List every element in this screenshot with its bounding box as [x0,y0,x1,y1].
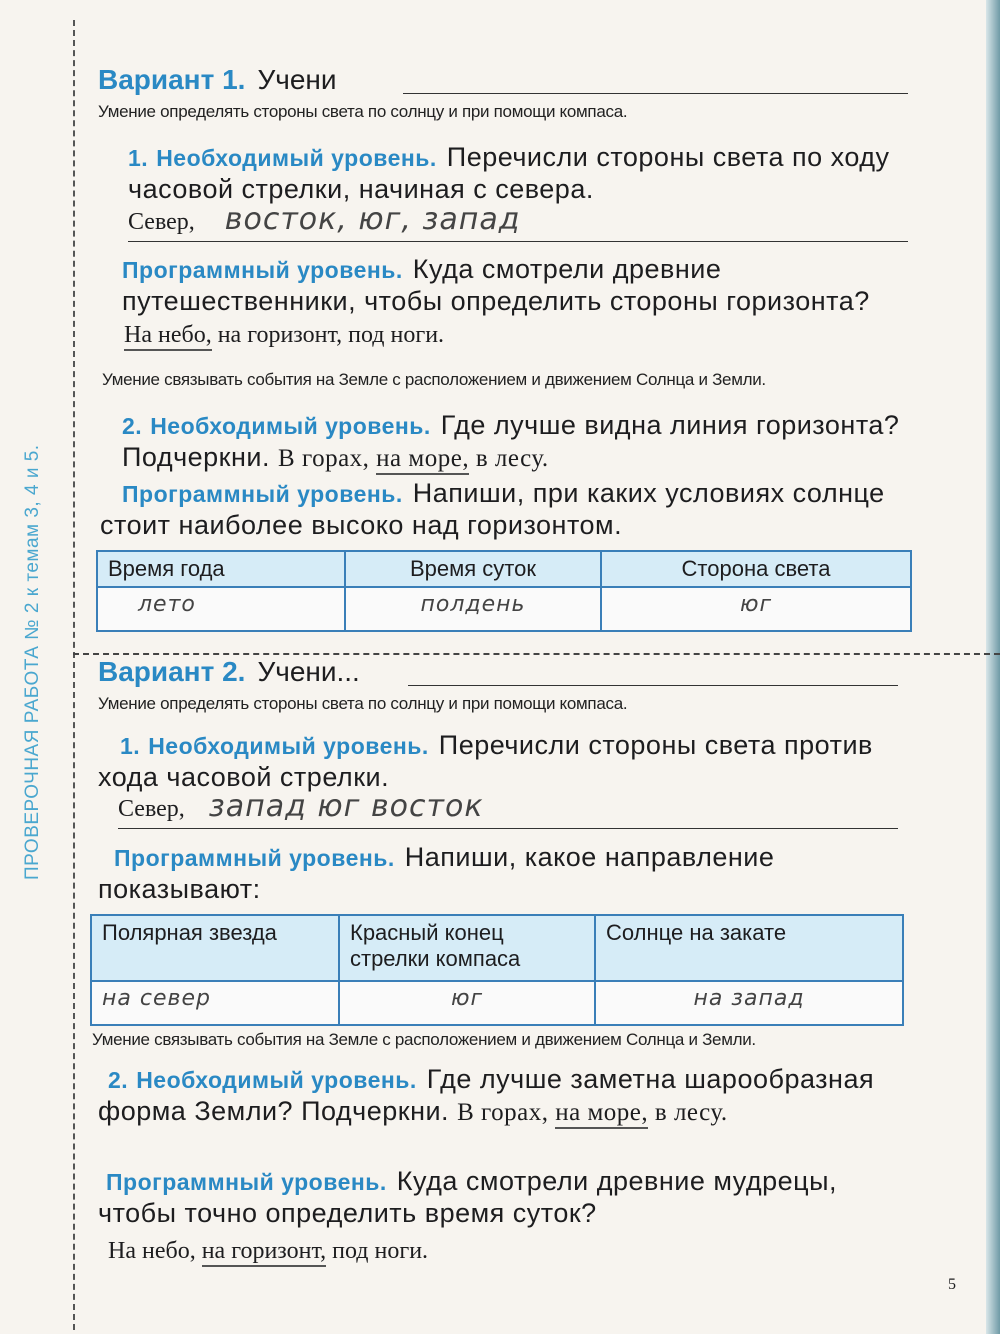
table-header-cell: Сторона света [601,551,911,587]
option[interactable]: В горах, [278,445,370,472]
table-row [97,587,911,631]
table-answer-cell[interactable]: полдень [345,587,601,631]
variant2-skill1: Умение определять стороны света по солнцу и при помощи компаса. [98,694,628,713]
option-underlined[interactable]: На небо, [124,322,212,351]
variant2-task1 [98,730,910,793]
variant2-skill2: Умение связывать события на Земле с расположением и движением Солнца и Земли. [92,1030,756,1049]
variant1-task2-program [100,478,912,541]
table-row [91,981,903,1025]
side-label: ПРОВЕРОЧНАЯ РАБОТА № 2 к темам 3, 4 и 5. [22,444,43,880]
variant2-task2-program [98,1166,910,1229]
table-header-cell: Красный конец стрелки компаса [339,915,595,981]
page-edge [986,0,1000,1334]
variant1-task1-options [124,320,944,350]
options [278,445,549,475]
option-underlined[interactable]: на море, [555,1099,648,1129]
option[interactable]: На небо, [108,1238,196,1264]
level-label: Необходимый уровень. [136,1067,417,1093]
task-text: Где лучше видна линия горизонта? Подчеркни. [122,410,900,472]
table-header-row [97,551,911,587]
task-text: Напиши, при каких условиях солнце стоит наиболее высоко над горизонтом. [100,478,885,540]
task-text: Напиши, какое направление показывают: [98,842,775,904]
cut-line-horizontal [73,653,1000,655]
variant2-student-label: Учени... [257,656,360,687]
variant1-task1 [128,142,918,205]
level-label: Необходимый уровень. [148,733,429,759]
task-text: Перечисли стороны света против хода часовой стрелки. [98,730,873,792]
table-header-row [91,915,903,981]
option[interactable]: на горизонт, [217,322,343,348]
table-header-cell: Полярная звезда [91,915,339,981]
variant1-skill1: Умение определять стороны света по солнцу и при помощи компаса. [98,102,628,121]
answer-prefix: Север, [128,209,195,235]
option[interactable]: В горах, [457,1099,549,1126]
variant2-task2 [98,1064,910,1128]
variant2-table [90,914,904,1026]
table-header-cell: Время года [97,551,345,587]
variant1-name-line[interactable] [403,93,908,94]
variant2-header [98,656,918,688]
table-answer-cell[interactable]: на запад [595,981,903,1025]
task-number: 2. [122,413,143,439]
level-label: Программный уровень. [114,845,395,871]
variant1-table [96,550,912,632]
variant2-task1-program [98,842,910,905]
variant1-student-label: Учени [257,64,337,95]
options [457,1099,728,1129]
variant2-name-line[interactable] [408,685,898,686]
variant2-task2-options [108,1236,928,1266]
variant1-answer-line[interactable] [128,202,908,242]
table-answer-cell[interactable]: юг [601,587,911,631]
level-label: Необходимый уровень. [156,145,437,171]
handwritten-answer: восток, юг, запад [224,202,521,237]
task-text: Куда смотрели древние мудрецы, чтобы точно определить время суток? [98,1166,837,1228]
table-answer-cell[interactable]: на север [91,981,339,1025]
option[interactable]: в лесу. [654,1099,728,1126]
variant2-answer-line[interactable] [118,789,898,829]
level-label: Программный уровень. [122,481,403,507]
option-underlined[interactable]: на море, [376,445,469,475]
task-number: 1. [120,733,141,759]
task-number: 2. [108,1067,129,1093]
option-underlined[interactable]: на горизонт, [202,1238,326,1267]
task-text: Перечисли стороны света по ходу часовой стрелки, начиная с севера. [128,142,890,204]
level-label: Необходимый уровень. [150,413,431,439]
variant2-title: Вариант 2. [98,656,246,687]
level-label: Программный уровень. [106,1169,387,1195]
variant1-task1-program [122,254,912,317]
page-number: 5 [948,1276,956,1293]
option[interactable]: в лесу. [475,445,549,472]
cut-line-vertical [73,20,75,1330]
handwritten-answer: запад юг восток [208,789,484,824]
answer-prefix: Север, [118,796,185,822]
task-text: Где лучше заметна шарообразная форма Земли? Подчеркни. [98,1064,875,1126]
variant1-title: Вариант 1. [98,64,246,95]
table-header-cell: Время суток [345,551,601,587]
table-answer-cell[interactable]: юг [339,981,595,1025]
level-label: Программный уровень. [122,257,403,283]
table-answer-cell[interactable]: лето [97,587,345,631]
task-text: Куда смотрели древние путешественники, чтобы определить стороны горизонта? [122,254,870,316]
variant1-header [98,64,918,96]
variant1-task2 [122,410,912,474]
table-header-cell: Солнце на закате [595,915,903,981]
variant1-skill2: Умение связывать события на Земле с расположением и движением Солнца и Земли. [102,370,766,389]
option[interactable]: под ноги. [348,322,445,348]
task-number: 1. [128,145,149,171]
option[interactable]: под ноги. [332,1238,429,1264]
